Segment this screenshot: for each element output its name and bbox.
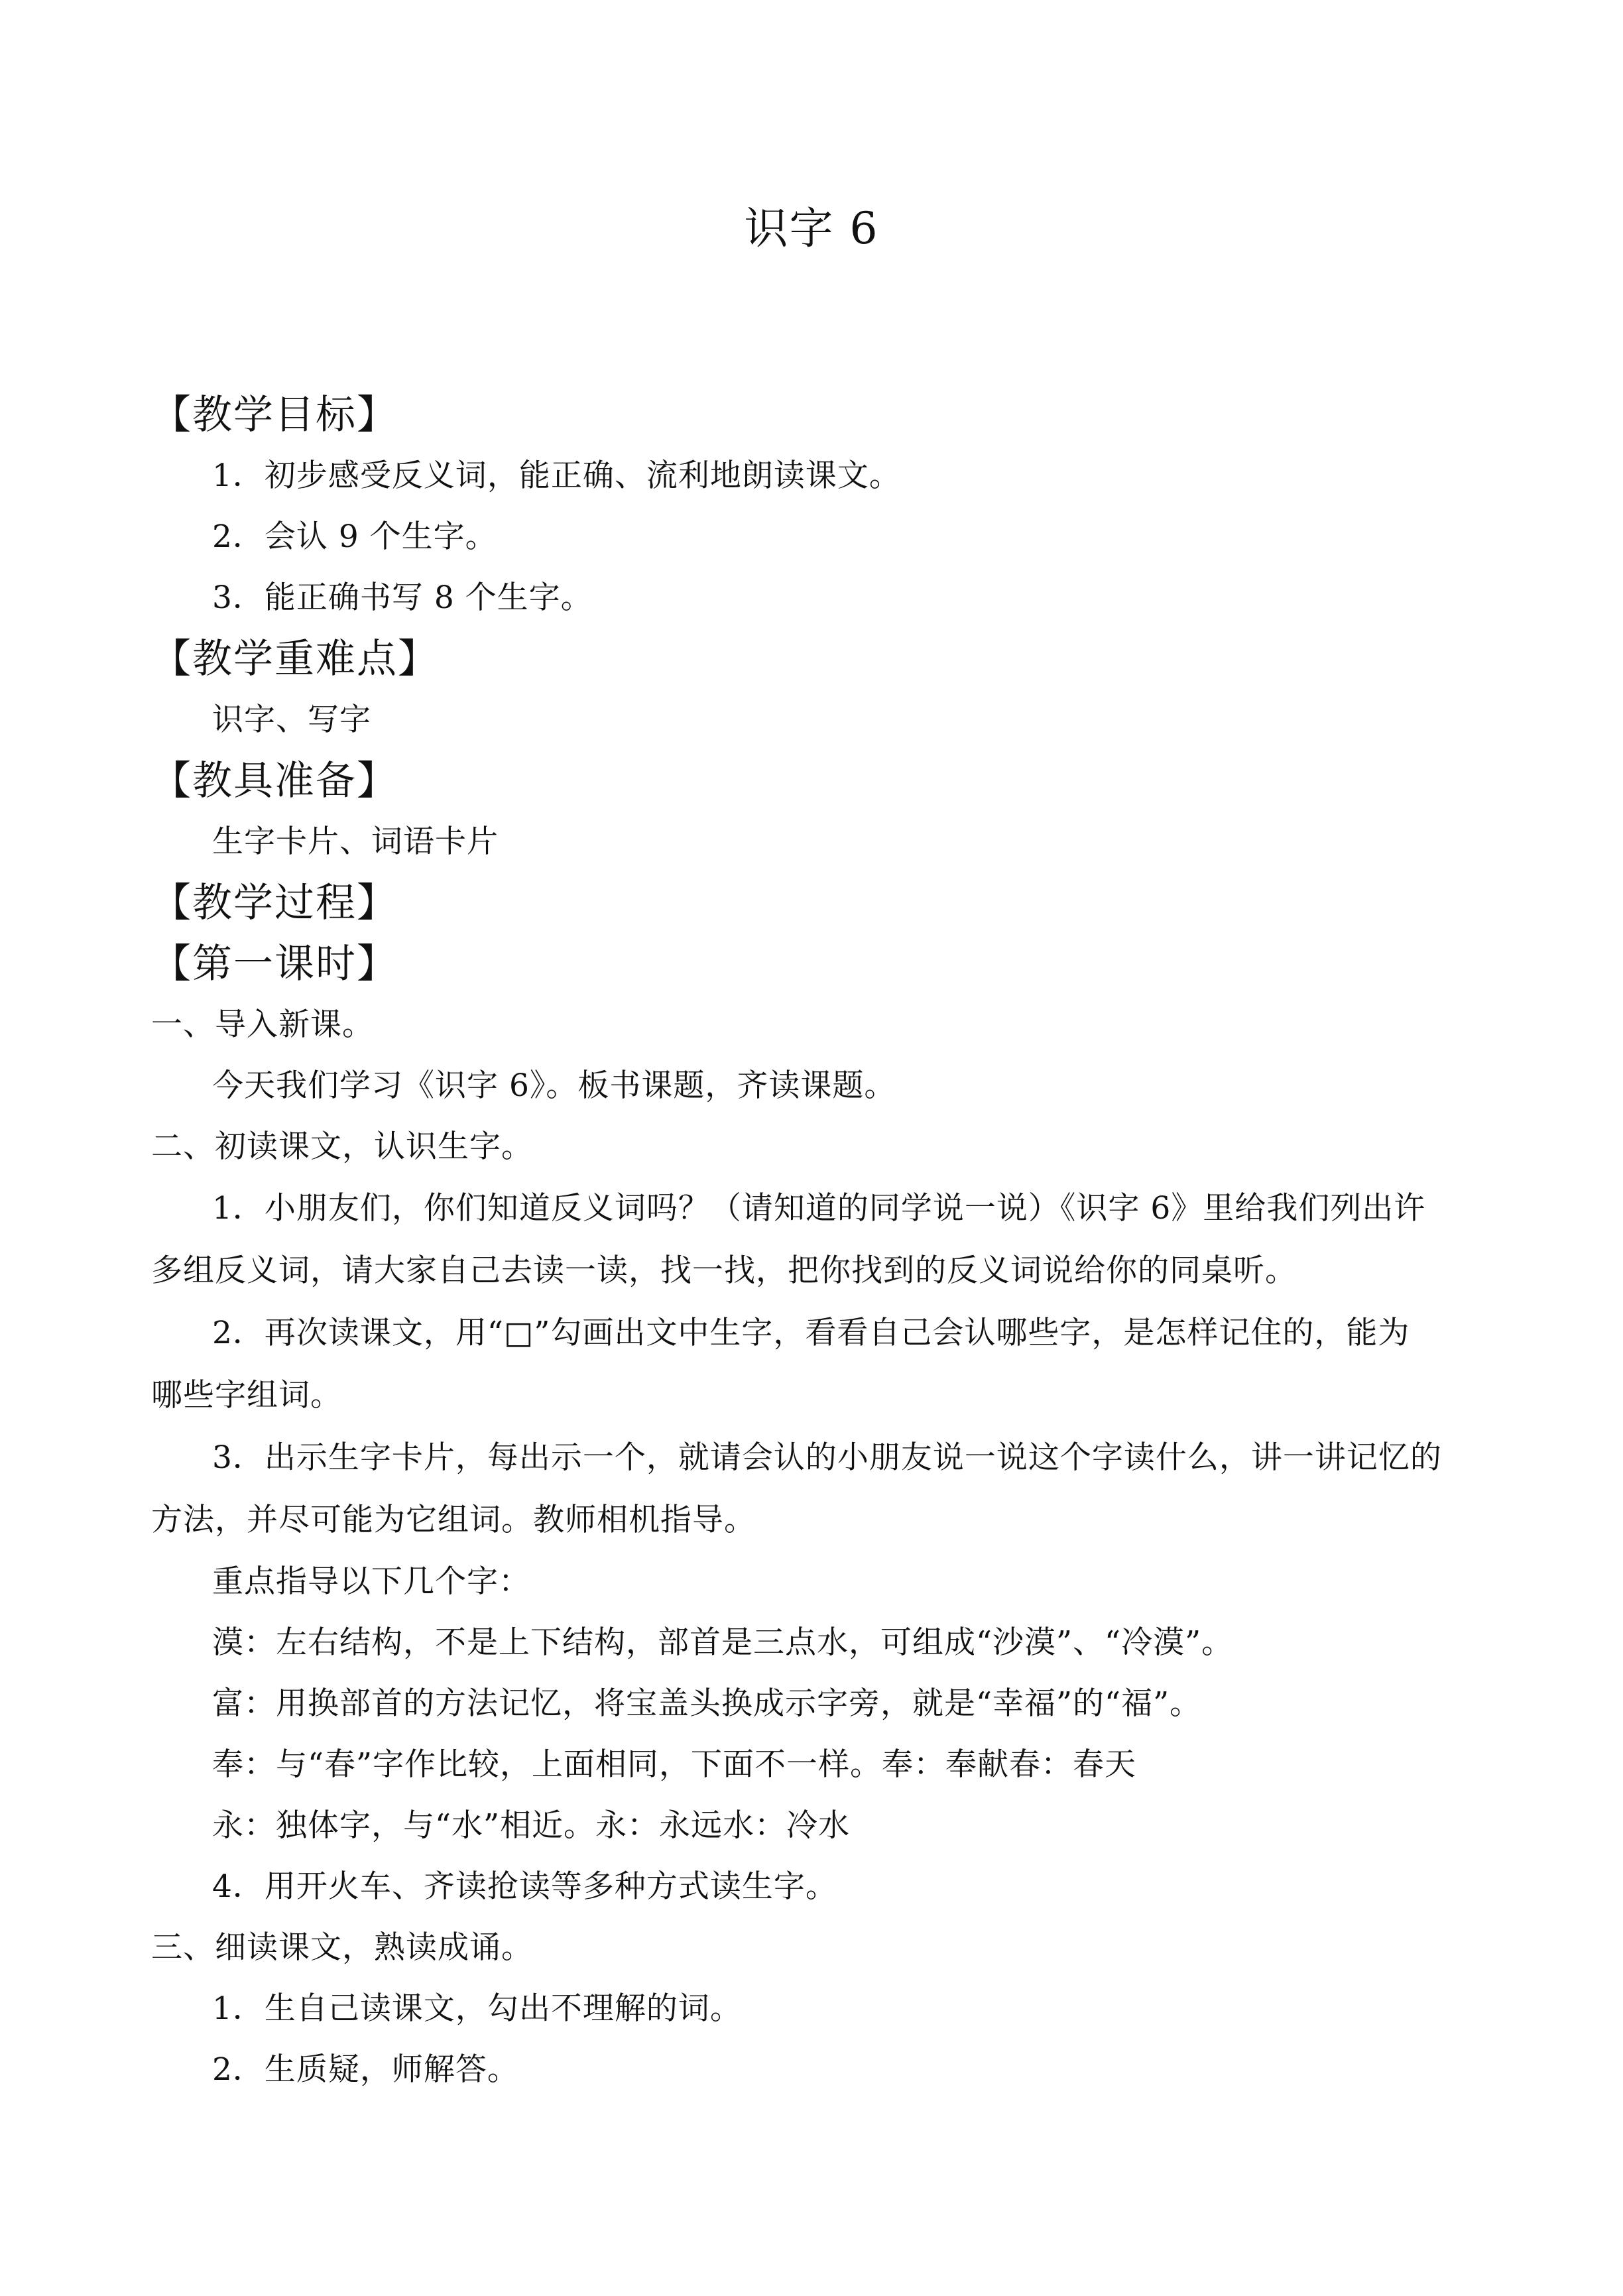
paragraph: 1．初步感受反义词，能正确、流利地朗读课文。 (212, 457, 901, 494)
paragraph: 富：用换部首的方法记忆，将宝盖头换成示字旁，就是“幸福”的“福”。 (212, 1685, 1202, 1722)
paragraph-line: 多组反义词，请大家自己去读一读，找一找，把你找到的反义词说给你的同桌听。 (151, 1252, 1297, 1289)
paragraph-line: 1．小朋友们，你们知道反义词吗？（请知道的同学说一说）《识字 6》里给我们列出许 (212, 1190, 1426, 1227)
paragraph: 2．生质疑，师解答。 (212, 2051, 519, 2088)
section-heading: 【教学目标】 (151, 392, 398, 438)
paragraph: 重点指导以下几个字： (212, 1563, 530, 1600)
section-heading: 【教学过程】 (151, 880, 398, 926)
paragraph-line: 2．再次读课文，用“□”勾画出文中生字，看看自己会认哪些字，是怎样记住的，能为 (212, 1315, 1410, 1351)
paragraph-line: 3．出示生字卡片，每出示一个，就请会认的小朋友说一说这个字读什么，讲一讲记忆的 (212, 1439, 1442, 1476)
paragraph: 识字、写字 (212, 701, 371, 738)
step-heading: 二、初读课文，认识生字。 (151, 1128, 533, 1165)
section-heading: 【教学重难点】 (151, 636, 439, 682)
paragraph: 1．生自己读课文，勾出不理解的词。 (212, 1990, 742, 2027)
paragraph: 奉：与“春”字作比较，上面相同，下面不一样。奉：奉献春：春天 (212, 1746, 1137, 1783)
section-heading: 【第一课时】 (151, 941, 398, 987)
document-body (151, 385, 1484, 2100)
section-heading: 【教具准备】 (151, 758, 398, 804)
step-heading: 三、细读课文，熟读成诵。 (151, 1929, 533, 1966)
document-title: 识字 6 (744, 203, 879, 254)
paragraph: 今天我们学习《识字 6》。板书课题，齐读课题。 (212, 1067, 896, 1104)
step-heading: 一、导入新课。 (151, 1006, 374, 1043)
paragraph: 漠：左右结构，不是上下结构，部首是三点水，可组成“沙漠”、“冷漠”。 (212, 1624, 1234, 1661)
paragraph-line: 方法，并尽可能为它组词。教师相机指导。 (151, 1502, 756, 1538)
paragraph-line: 哪些字组词。 (151, 1377, 342, 1414)
paragraph: 4．用开火车、齐读抢读等多种方式读生字。 (212, 1868, 837, 1905)
paragraph: 永：独体字，与“水”相近。永：永远水：冷水 (212, 1807, 851, 1844)
paragraph: 生字卡片、词语卡片 (212, 823, 499, 860)
paragraph: 3．能正确书写 8 个生字。 (212, 579, 593, 616)
paragraph: 2．会认 9 个生字。 (212, 518, 497, 555)
